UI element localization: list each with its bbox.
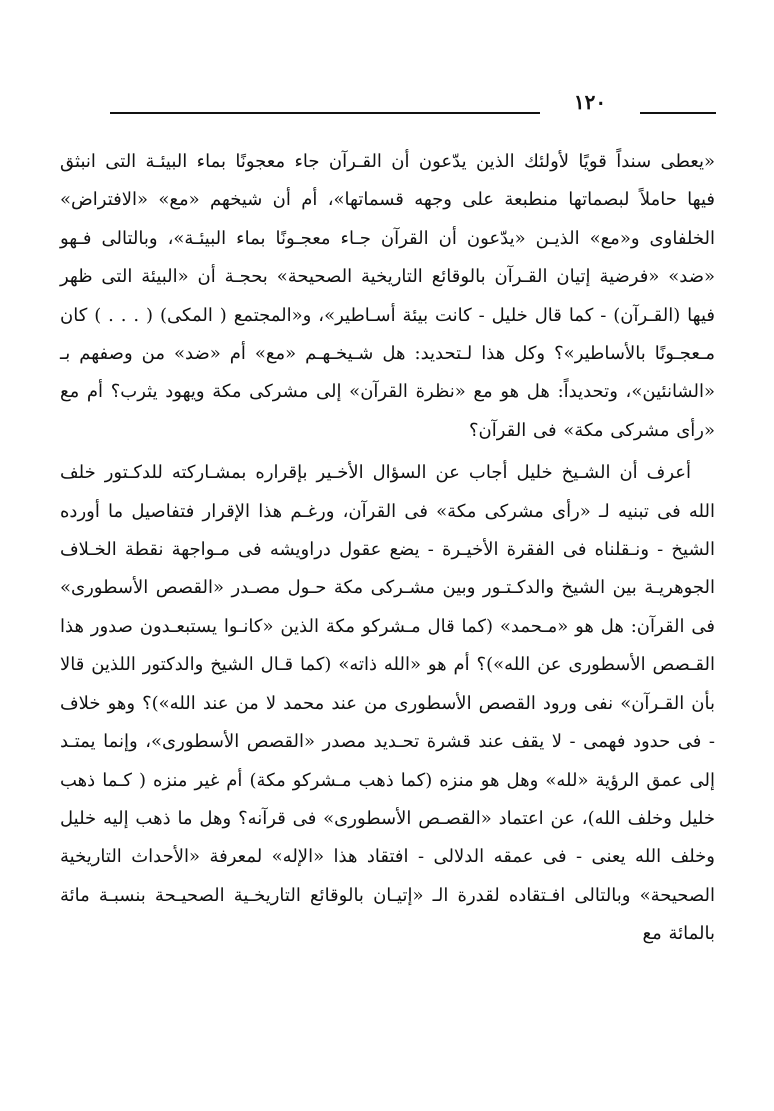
paragraph-1: «يعطى سنداً قويًا لأولئك الذين يدّعون أن القـرآن جاء معجونًا بماء البيئـة التى انبثق فيها حاملاً لبصماتها منطبعة على وجهه قسماتها»، أم أن شيخهم «مع» «الافتراض» الخلفاوى و«مع» الذيـن «يدّعون أن القرآن جـاء معجـونًا بماء البيئـة»، وبالتالى فـهو «ضد» «فرضية إتيان القـرآن بالوقائع التاريخية الصحيحة» بحجـة أن «البيئة التى ظهر فيها (القـرآن) - كما قال خليل - كانت بيئة أسـاطير»، و«المجتمع ( المكى) ( . . . ) كان مـعجـونًا بالأساطير»؟ وكل هذا لـتحديد: هل شـيخـهـم «مع» أم «ضد» من وصفهم بـ «الشانئين»، وتحديداً: هل هو مع «نظرة القرآن» إلى مشركى مكة ويهود يثرب؟ أم مع «رأى مشركى مكة» فى القرآن؟	[60, 151, 715, 441]
header-rule	[110, 112, 540, 114]
header-dash	[640, 112, 716, 114]
page-number: ١٢٠	[573, 90, 607, 114]
body-text	[60, 143, 715, 954]
paragraph-2: أعرف أن الشـيخ خليل أجاب عن السؤال الأخـير بإقراره بمشـاركته للدكـتور خلف الله فى تبنيه لـ «رأى مشركى مكة» فى القرآن، ورغـم هذا الإقرار فتفاصيل ما أورده الشيخ - ونـقلناه فى الفقرة الأخيـرة - يضع عقول دراويشه فى مـواجهة نقطة الخـلاف الجوهريـة بين الشيخ والدكـتـور وبين مشـركى مكة حـول مصـدر «القصص الأسطورى» فى القرآن: هل هو «مـحمد» (كما قال مـشركو مكة الذين «كانـوا يستبعـدون صدور هذا القـصص الأسطورى عن الله»)؟ أم هو «الله ذاته» (كما قـال الشيخ والدكتور اللذين قالا بأن القـرآن» نفى ورود القصص الأسطورى من عند محمد لا من عند الله»)؟ وهو خلاف - فى حدود فهمى - لا يقف عند قشرة تحـديد مصدر «القصص الأسطورى»، وإنما يمتـد إلى عمق الرؤية «لله» وهل هو منزه (كما ذهب مـشركو مكة) أم غير منزه ( كـما ذهب خليل وخلف الله)، عن اعتماد «القصـص الأسطورى» فى قرآنه؟ وهل ما ذهب إليه خليل وخلف الله يعنى - فى عمقه الدلالى - افتقاد هذا «الإله» لمعرفة «الأحداث التاريخية الصحيحة» وبالتالى افـتقاده لقدرة الـ «إتيـان بالوقائع التاريخـية الصحيـحة بنسبـة مائة بالمائة مع	[60, 462, 715, 945]
page-header	[110, 88, 716, 122]
